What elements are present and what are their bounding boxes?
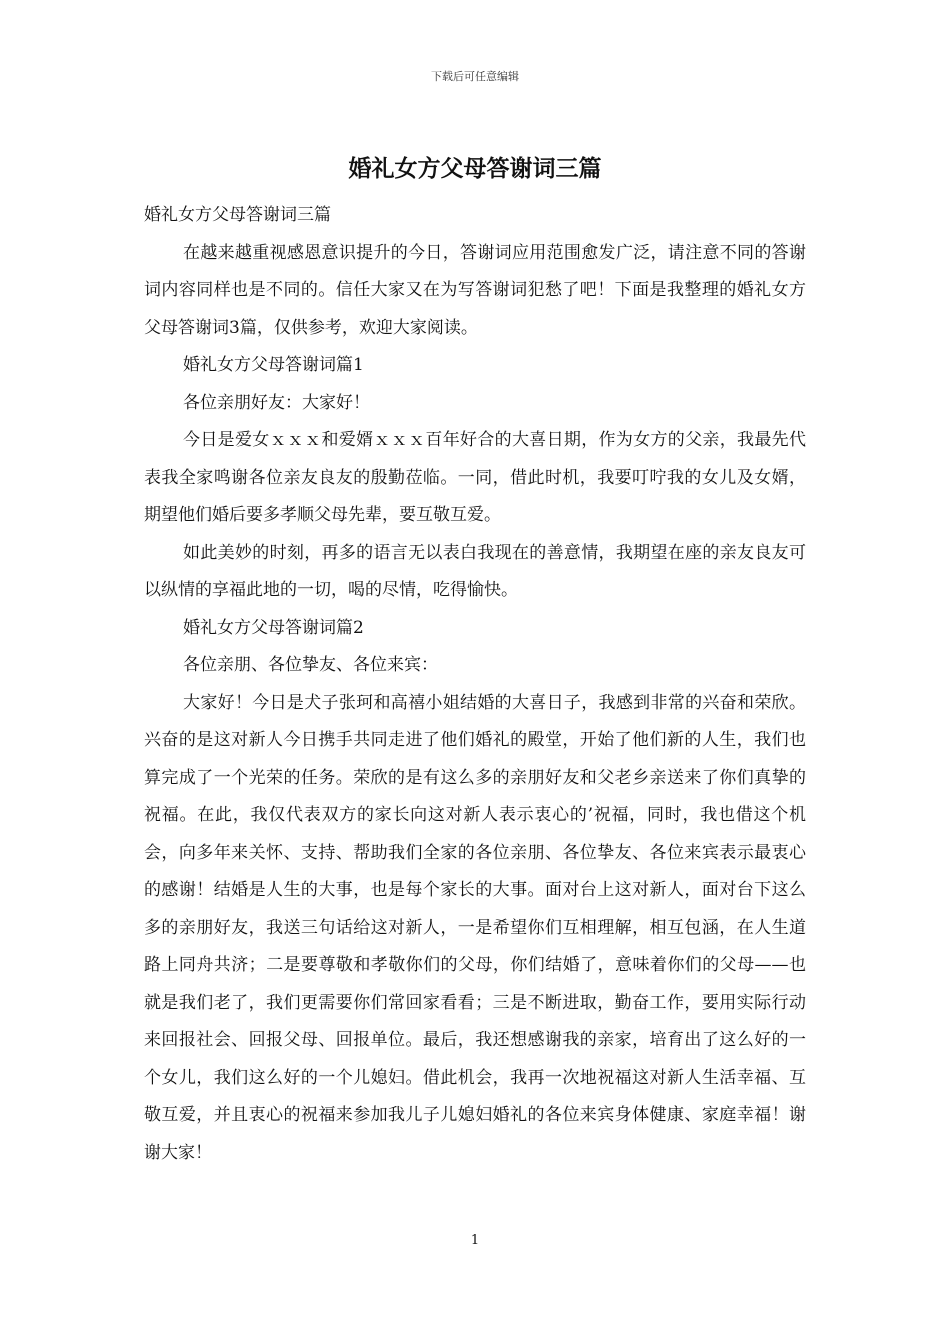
paragraph-body-1b: 如此美妙的时刻，再多的语言无以表白我现在的善意情，我期望在座的亲友良友可以纵情的享福此地的一切，喝的尽情，吃得愉快。 (144, 542, 806, 600)
paragraph-intro: 在越来越重视感恩意识提升的今日，答谢词应用范围愈发广泛，请注意不同的答谢词内容同样也是不同的。信任大家又在为写答谢词犯愁了吧！下面是我整理的婚礼女方父母答谢词3篇，仅供参考，欢迎大家阅读。 (144, 242, 806, 338)
document-title: 婚礼女方父母答谢词三篇 (348, 155, 602, 182)
paragraph-greeting-1: 各位亲朋好友：大家好！ (183, 392, 370, 413)
document-body (144, 197, 806, 1172)
section-heading-1: 婚礼女方父母答谢词篇1 (183, 355, 364, 375)
paragraph-greeting-2: 各位亲朋、各位挚友、各位来宾： (183, 655, 438, 675)
paragraph-subtitle: 婚礼女方父母答谢词三篇 (144, 205, 331, 225)
paragraph-body-2: 大家好！今日是犬子张珂和高禧小姐结婚的大喜日子，我感到非常的兴奋和荣欣。兴奋的是这对新人今日携手共同走进了他们婚礼的殿堂，开始了他们新的人生，我们也算完成了一个光荣的任务。荣欣的是有这么多的亲朋好友和父老乡亲送来了你们真挚的祝福。在此，我仅代表双方的家长向这对新人表示衷心的’祝福，同时，我也借这个机会，向多年来关怀、支持、帮助我们全家的各位亲朋、各位挚友、各位来宾表示最衷心的感谢！结婚是人生的大事，也是每个家长的大事。面对台上这对新人，面对台下这么多的亲朋好友，我送三句话给这对新人，一是希望你们互相理解，相互包涵，在人生道路上同舟共济；二是要尊敬和孝敬你们的父母，你们结婚了，意味着你们的父母——也就是我们老了，我们更需要你们常回家看看；三是不断进取，勤奋工作，要用实际行动来回报社会、回报父母、回报单位。最后，我还想感谢我的亲家，培育出了这么好的一个女儿，我们这么好的一个儿媳妇。借此机会，我再一次地祝福这对新人生活幸福、互敬互爱，并且衷心的祝福来参加我儿子儿媳妇婚礼的各位来宾身体健康、家庭幸福！谢谢大家！ (144, 692, 806, 1163)
page-number: 1 (470, 1233, 480, 1248)
paragraph-body-1a: 今日是爱女ｘｘｘ和爱婿ｘｘｘ百年好合的大喜日期，作为女方的父亲，我最先代表我全家鸣谢各位亲友良友的殷勤莅临。一同，借此时机，我要叮咛我的女儿及女婿，期望他们婚后要多孝顺父母先辈，要互敬互爱。 (144, 430, 806, 525)
section-heading-2: 婚礼女方父母答谢词篇2 (183, 617, 364, 638)
header-note: 下载后可任意编辑 (431, 70, 519, 83)
